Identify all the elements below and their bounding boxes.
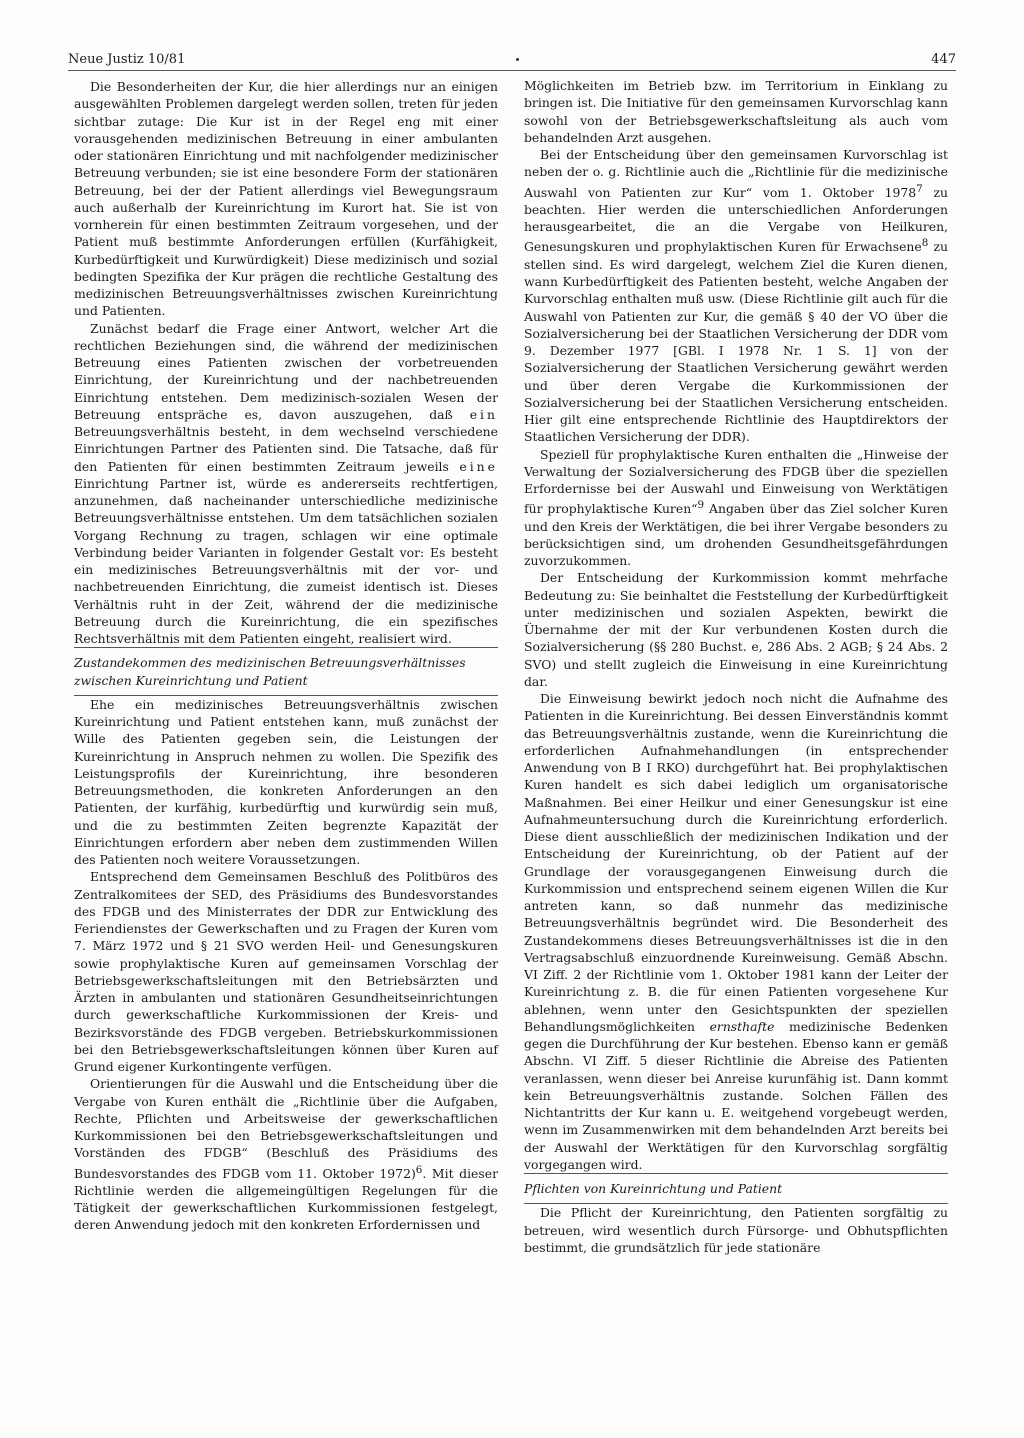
paragraph: Orientierungen für die Auswahl und die Entscheidung über die Vergabe von Kuren enthält die „Richtlinie über die Aufgaben, Rechte, Pflichten und Arbeitsweise der gewerkschaftlichen Kurkommissionen bei den Betriebsgewerkschaftsleitungen und Vorständen des FDGB“ (Beschluß des Präsidiums des Bundesvorstandes des FDGB vom 11. Oktober 1972)$^6$. Mit dieser Richtlinie werden die allgemeingültigen Regelungen für die Tätigkeit der gewerkschaftlichen Kurkommissionen festgelegt, deren Anwendung jedoch mit den konkreten Erfordernissen und	[74, 1076, 499, 1233]
left-column	[74, 78, 498, 1234]
spaced-emphasis: ein	[469, 406, 498, 422]
paragraph: Die Einweisung bewirkt jedoch noch nicht die Aufnahme des Patienten in die Kureinrichtung. Bei dessen Einverständnis kommt das Betreuungsverhältnis zustande, wenn die Kureinrichtung die erforderlichen Aufnahmehandlungen (in entsprechender Anwendung von B I RKO) durchgeführt hat. Bei prophylaktischen Kuren handelt es sich dabei lediglich um organisatorische Maßnahmen. Bei einer Heilkur und einer Genesungskur ist eine Aufnahmeuntersuchung durch die Kureinrichtung erforderlich. Diese dient ausschließlich der medizinischen Indikation und der Entscheidung der Kureinrichtung, ob der Patient auf der Grundlage der vorausgegangenen Einweisung durch die Kurkommission und entsprechend seinem eigenen Willen die Kur antreten kann, so daß nunmehr das medizinische Betreuungsverhältnis begründet wird. Die Besonderheit des Zustandekommens dieses Betreuungsverhältnisses ist die in den Vertragsabschluß einzuordnende Kureinweisung. Gemäß Abschn. VI Ziff. 2 der Richtlinie vom 1. Oktober 1981 kann der Leiter der Kureinrichtung z. B. die für einen Patienten vorgesehene Kur ablehnen, wenn unter den Gesichtspunkten der speziellen Behandlungsmöglichkeiten ernsthafte medizinische Bedenken gegen die Durchführung der Kur bestehen. Ebenso kann er gemäß Abschn. VI Ziff. 5 dieser Richtlinie die Abreise des Patienten veranlassen, wenn dieser bei Anreise kurunfähig ist. Dann kommt kein Betreuungsverhältnis zustande. Solchen Fällen des Nichtantritts der Kur kann u. E. weitgehend vorgebeugt werden, wenn im Zusammenwirken mit dem behandelnden Arzt bereits bei der Auswahl der Werktätigen für den Kurvorschlag sorgfältig vorgegangen wird.	[524, 691, 949, 1172]
paragraph: Möglichkeiten im Betrieb bzw. im Territorium in Einklang zu bringen ist. Die Initiative für den gemeinsamen Kurvorschlag kann sowohl von der Betriebsgewerkschaftsleitung als auch vom behandelnden Arzt ausgehen.	[524, 78, 948, 145]
page-number: 447	[931, 52, 956, 67]
spaced-emphasis: eine	[459, 458, 498, 474]
footnote-ref: 6	[415, 1163, 423, 1176]
paragraph: Die Pflicht der Kureinrichtung, den Patienten sorgfältig zu betreuen, wird wesentlich durch Fürsorge- und Obhutspflichten bestimmt, die grundsätzlich für jede stationäre	[524, 1205, 948, 1255]
paragraph: Bei der Entscheidung über den gemeinsamen Kurvorschlag ist neben der o. g. Richtlinie auch die „Richtlinie für die medizinische Auswahl von Patienten zur Kur“ vom 1. Oktober 1978$^7$ zu beachten. Hier werden die unterschiedlichen Anforderungen herausgearbeitet, die an die Vergabe von Heilkuren, Genesungskuren und prophylaktischen Kuren für Erwachsene$^8$ zu stellen sind. Es wird dargelegt, welchem Ziel die Kuren dienen, wann Kurbedürftigkeit des Patienten besteht, welche Angaben der Kurvorschlag enthalten muß usw. (Diese Richtlinie gilt auch für die Auswahl von Patienten zur Kur, die gemäß § 40 der VO über die Sozialversicherung bei der Staatlichen Versicherung der DDR vom 9. Dezember 1977 [GBl. I 1978 Nr. 1 S. 1] von der Sozialversicherung der Staatlichen Versicherung gewährt werden und über deren Vergabe die Kurkommissionen der Sozialversicherung bei der Staatlichen Versicherung entscheiden. Hier gilt eine entsprechende Richtlinie des Hauptdirektors der Staatlichen Versicherung der DDR).	[524, 147, 948, 445]
paragraph: Der Entscheidung der Kurkommission kommt mehrfache Bedeutung zu: Sie beinhaltet die Feststellung der Kurbedürftigkeit unter medizinischen und sozialen Aspekten, bewirkt die Übernahme der mit der Kur verbundenen Kosten durch die Sozialversicherung (§§ 280 Buchst. e, 286 Abs. 2 AGB; § 24 Abs. 2 SVO) und stellt zugleich die Einweisung in eine Kureinrichtung dar.	[524, 570, 948, 689]
section-heading: Pflichten von Kureinrichtung und Patient	[524, 1173, 948, 1204]
paragraph: Speziell für prophylaktische Kuren enthalten die „Hinweise der Verwaltung der Sozialversicherung des FDGB über die speziellen Erfordernisse bei der Auswahl und Einweisung von Werktätigen für prophylaktische Kuren“$^9$ Angaben über das Ziel solcher Kuren und den Kreis der Werktätigen, die bei ihrer Vergabe besonders zu berücksichtigen sind, um drohenden Gesundheitsgefährdungen zuvorzukommen.	[524, 446, 948, 569]
footnote-ref: 7	[916, 182, 923, 195]
footnote-ref: 8	[921, 237, 929, 250]
paragraph: Ehe ein medizinisches Betreuungsverhältnis zwischen Kureinrichtung und Patient entstehen kann, muß zunächst der Wille des Patienten gegeben sein, die Leistungen der Kureinrichtung in Anspruch nehmen zu wollen. Die Spezifik des Leistungsprofils der Kureinrichtung, ihre besonderen Betreuungsmethoden, die konkreten Anforderungen an den Patienten, der kurfähig, kurbedürftig und kurwürdig sein muß, und die zu bestimmten Zeiten begrenzte Kapazität der Einrichtungen erfordern aber neben dem zustimmenden Willen des Patienten noch weitere Voraussetzungen.	[74, 696, 498, 867]
paragraph: Die Besonderheiten der Kur, die hier allerdings nur an einigen ausgewählten Problemen dargelegt werden sollen, treten für jeden sichtbar zutage: Die Kur ist in der Regel eng mit einer vorausgehenden medizinischen Betreuung in einer ambulanten oder stationären Einrichtung und mit nachfolgender medizinischer Betreuung verbunden; sie ist eine besondere Form der stationären Betreuung, bei der der Patient allerdings viel Bewegungsraum auch außerhalb der Kureinrichtung im Kurort hat. Sie ist von vornherein für einen bestimmten Zeitraum vorgesehen, und der Patient muß bestimmte Anforderungen erfüllen (Kurfähigkeit, Kurbedürftigkeit und Kurwürdigkeit) Diese medizinisch und sozial bedingten Spezifika der Kur prägen die rechtliche Gestaltung des medizinischen Betreuungsverhältnisses zwischen Kureinrichtung und Patienten.	[74, 79, 498, 319]
section-heading: Zustandekommen des medizinischen Betreuungsverhältnisses zwischen Kureinrichtung und Patient	[74, 647, 498, 696]
paragraph: Entsprechend dem Gemeinsamen Beschluß des Politbüros des Zentralkomitees der SED, des Präsidiums des Bundesvorstandes des FDGB und des Ministerrates der DDR zur Entwicklung des Feriendienstes der Gewerkschaften und zu Fragen der Kuren vom 7. März 1972 und § 21 SVO werden Heil- und Genesungskuren sowie prophylaktische Kuren auf gemeinsamen Vorschlag der Betriebsgewerkschaftsleitungen mit den Betriebsärzten und Ärzten in ambulanten und stationären Gesundheitseinrichtungen durch gewerkschaftliche Kurkommissionen der Kreis- und Bezirksvorstände des FDGB vergeben. Betriebskurkommissionen bei den Betriebsgewerkschaftsleitungen können über Kuren auf Grund eigener Kurkontingente verfügen.	[74, 869, 498, 1074]
footnote-ref: 9	[697, 499, 705, 512]
paragraph: Zunächst bedarf die Frage einer Antwort, welcher Art die rechtlichen Beziehungen sind, die während der medizinischen Betreuung eines Patienten zwischen der vorbetreuenden Einrichtung, der Kureinrichtung und der nachbetreuenden Einrichtung entstehen. Dem medizinisch-sozialen Wesen der Betreuung entspräche es, davon auszugehen, daß ein Betreuungsverhältnis besteht, in dem wechselnd verschiedene Einrichtungen Partner des Patienten sind. Die Tatsache, daß für den Patienten für einen bestimmten Zeitraum jeweils eine Einrichtung Partner ist, würde es andererseits rechtfertigen, anzunehmen, daß nacheinander unterschiedliche medizinische Betreuungsverhältnisse entstehen. Um dem tatsächlichen sozialen Vorgang Rechnung zu tragen, schlagen wir eine optimale Verbindung beider Varianten in folgender Gestalt vor: Es besteht ein medizinisches Betreuungsverhältnis mit der vor- und nachbetreuenden Einrichtung, die zumeist identisch ist. Dieses Verhältnis ruht in der Zeit, während der die medizinische Betreuung durch die Kureinrichtung, die ein spezifisches Rechtsverhältnis mit dem Patienten eingeht, realisiert wird.	[74, 320, 498, 646]
journal-title: Neue Justiz 10/81	[68, 52, 186, 67]
emphasis: ernsthafte	[709, 1018, 775, 1034]
right-column	[524, 77, 948, 1256]
header-dot	[516, 58, 519, 61]
header-rule	[68, 70, 956, 71]
